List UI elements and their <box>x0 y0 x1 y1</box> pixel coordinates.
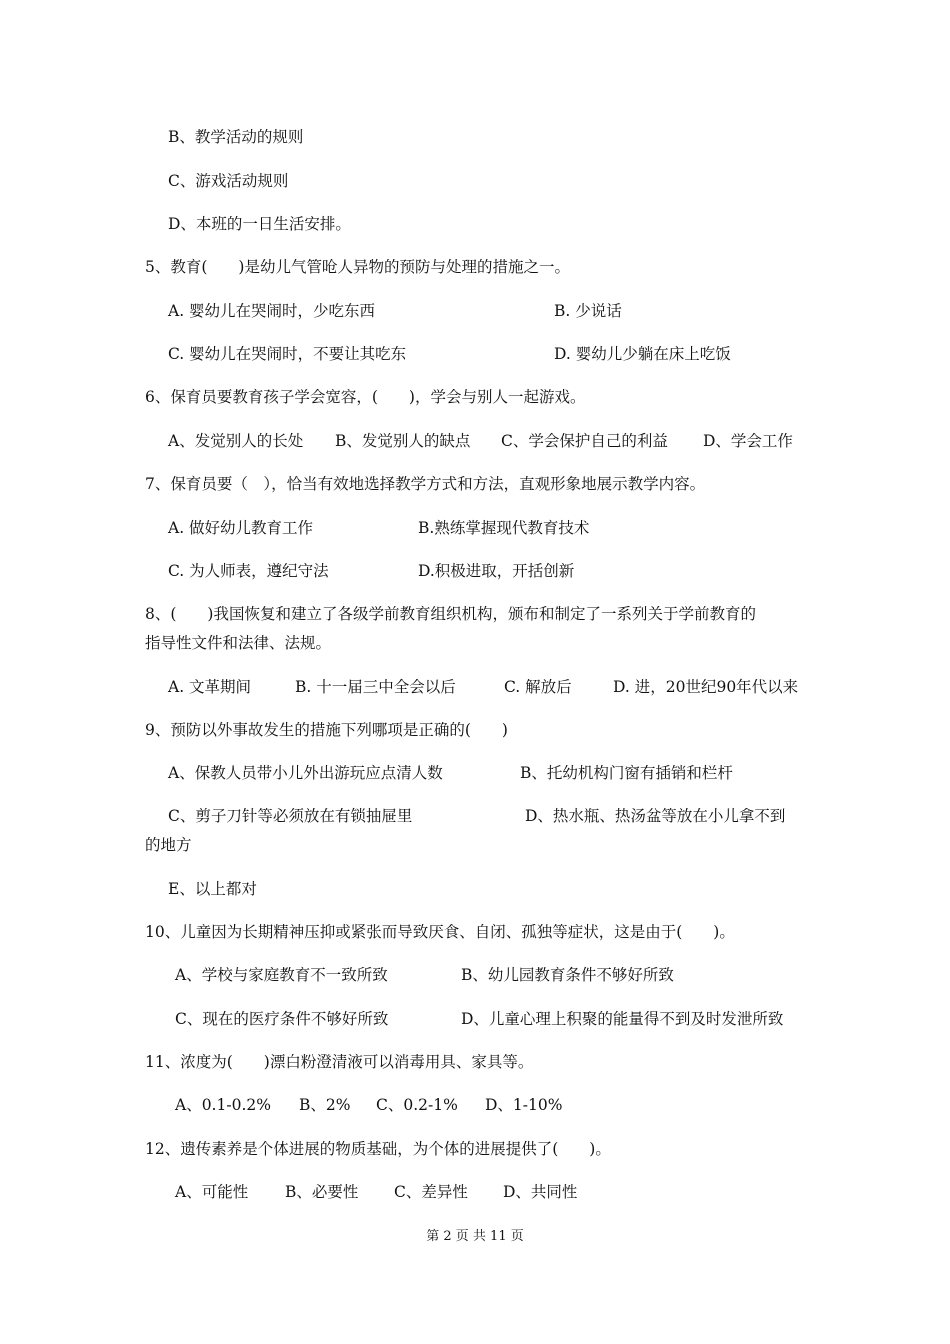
option-continued: 的地方 <box>145 836 192 854</box>
option-line: D、本班的一日生活安排。 <box>168 215 351 233</box>
option-d: D. 婴幼儿少躺在床上吃饭 <box>554 345 731 363</box>
option-a: A. 做好幼儿教育工作 <box>168 519 314 537</box>
option-d: D、共同性 <box>503 1183 578 1201</box>
option-c: C、学会保护自己的利益 <box>501 432 668 450</box>
question-12: 12、遗传素养是个体进展的物质基础，为个体的进展提供了( )。 <box>145 1140 611 1158</box>
option-b: B.熟练掌握现代教育技术 <box>418 519 590 537</box>
question-9: 9、预防以外事故发生的措施下列哪项是正确的( ) <box>145 721 508 739</box>
option-d: D、学会工作 <box>703 432 793 450</box>
option-c: C、剪子刀针等必须放在有锁抽屉里 <box>168 807 413 825</box>
option-b: B、2% <box>299 1096 351 1114</box>
option-b: B、发觉别人的缺点 <box>335 432 471 450</box>
question-11: 11、浓度为( )漂白粉澄清液可以消毒用具、家具等。 <box>145 1053 534 1071</box>
option-line: B、教学活动的规则 <box>168 128 304 146</box>
option-c: C. 婴幼儿在哭闹时，不要让其吃东 <box>168 345 407 363</box>
option-d: D、儿童心理上积聚的能量得不到及时发泄所致 <box>461 1010 784 1028</box>
option-a: A、可能性 <box>175 1183 249 1201</box>
option-e: E、以上都对 <box>168 880 257 898</box>
option-d: D.积极进取，开括创新 <box>418 562 575 580</box>
question-6: 6、保育员要教育孩子学会宽容，( )，学会与别人一起游戏。 <box>145 388 586 406</box>
option-line: C、游戏活动规则 <box>168 172 289 190</box>
option-b: B、幼儿园教育条件不够好所致 <box>461 966 674 984</box>
option-a: A. 文革期间 <box>168 678 252 696</box>
option-a: A、学校与家庭教育不一致所致 <box>175 966 388 984</box>
option-a: A、发觉别人的长处 <box>168 432 304 450</box>
option-c: C. 解放后 <box>504 678 572 696</box>
question-8: 8、( )我国恢复和建立了各级学前教育组织机构，颁布和制定了一系列关于学前教育的 <box>145 605 756 623</box>
question-10: 10、儿童因为长期精神压抑或紧张而导致厌食、自闭、孤独等症状，这是由于( )。 <box>145 923 735 941</box>
option-b: B. 少说话 <box>554 302 622 320</box>
option-c: C、差异性 <box>394 1183 468 1201</box>
option-d: D. 进，20世纪90年代以来 <box>613 678 799 696</box>
option-b: B、托幼机构门窗有插销和栏杆 <box>520 764 733 782</box>
option-b: B. 十一届三中全会以后 <box>295 678 456 696</box>
option-d: D、热水瓶、热汤盆等放在小儿拿不到 <box>525 807 786 825</box>
question-8-continued: 指导性文件和法律、法规。 <box>145 634 332 652</box>
question-7: 7、保育员要（ ），恰当有效地选择教学方式和方法，直观形象地展示教学内容。 <box>145 475 706 493</box>
option-a: A、保教人员带小儿外出游玩应点清人数 <box>168 764 443 782</box>
option-a: A. 婴幼儿在哭闹时，少吃东西 <box>168 302 376 320</box>
option-c: C、现在的医疗条件不够好所致 <box>175 1010 389 1028</box>
option-b: B、必要性 <box>285 1183 359 1201</box>
option-c: C、0.2-1% <box>376 1096 458 1114</box>
page-footer: 第 2 页 共 11 页 <box>426 1229 524 1244</box>
option-a: A、0.1-0.2% <box>175 1096 271 1114</box>
option-c: C. 为人师表，遵纪守法 <box>168 562 329 580</box>
question-5: 5、教育( )是幼儿气管呛人异物的预防与处理的措施之一。 <box>145 258 570 276</box>
option-d: D、1-10% <box>485 1096 563 1114</box>
